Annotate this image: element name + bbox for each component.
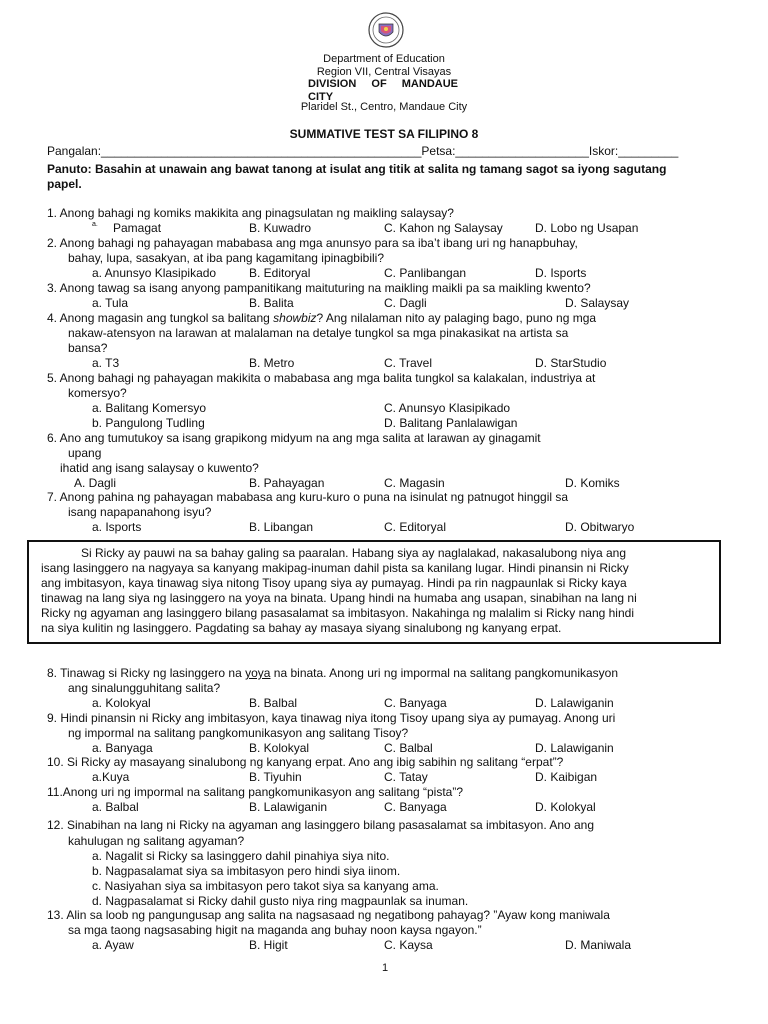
header-division: DIVISION OF MANDAUE <box>308 78 458 90</box>
q12-option-a[interactable]: a. Nagalit si Ricky sa lasinggero dahil pinahiya siya nito. <box>92 849 390 863</box>
question-4-line1: 4. Anong magasin ang tungkol sa balitang showbiz? Ang nilalaman nito ay palaging bago, puno ng mga <box>47 311 597 325</box>
q12-option-c[interactable]: c. Nasiyahan siya sa imbitasyon pero takot siya sa kanyang ama. <box>92 879 439 893</box>
q6-option-a[interactable]: A. Dagli <box>74 476 117 490</box>
passage-line-6: na siya kulitin ng lasinggero. Pagdating sa bahay ay masaya siyang sinalubong ng kanyang erpat. <box>41 621 562 635</box>
header-address: Plaridel St., Centro, Mandaue City <box>300 101 468 113</box>
header-dept: Department of Education <box>323 53 445 65</box>
question-4-line3: bansa? <box>68 341 108 355</box>
reading-passage-box <box>27 540 721 644</box>
question-11: 11.Anong uri ng impormal na salitang pangkomunikasyon ang salitang “pista”? <box>47 785 464 799</box>
question-2-line1: 2. Anong bahagi ng pahayagan mababasa ang mga anunsyo para sa iba’t ibang uri ng hanapbuhay, <box>47 236 578 250</box>
q9-option-a[interactable]: a. Banyaga <box>92 741 153 755</box>
q1-option-c[interactable]: C. Kahon ng Salaysay <box>384 221 503 235</box>
q11-option-d[interactable]: D. Kolokyal <box>535 800 596 814</box>
question-10: 10. Si Ricky ay masayang sinalubong ng kanyang erpat. Ano ang ibig sabihin ng salitang “erpat”? <box>47 755 564 769</box>
q2-option-b[interactable]: B. Editoryal <box>249 266 311 280</box>
test-title: SUMMATIVE TEST SA FILIPINO 8 <box>289 127 479 141</box>
question-8-line2: ang sinalungguhitang salita? <box>68 681 221 695</box>
q3-option-b[interactable]: B. Balita <box>249 296 294 310</box>
q13-option-a[interactable]: a. Ayaw <box>92 938 134 952</box>
question-12-line2: kahulugan ng salitang agyaman? <box>68 834 245 848</box>
q5-option-a[interactable]: a. Balitang Komersyo <box>92 401 207 415</box>
q8-option-a[interactable]: a. Kolokyal <box>92 696 151 710</box>
instructions-line1: Panuto: Basahin at unawain ang bawat tanong at isulat ang titik at salita ng tamang sagot sa iyong sagutang <box>47 162 667 176</box>
question-5-line2: komersyo? <box>68 386 127 400</box>
passage-line-2: isang lasinggero na nagyaya sa kanyang makipag-inuman dahil pista sa kanilang lugar. Hindi pinansin ni Ricky <box>41 561 629 575</box>
q10-option-b[interactable]: B. Tiyuhin <box>249 770 302 784</box>
q9-option-d[interactable]: D. Lalawiganin <box>535 741 614 755</box>
q10-option-c[interactable]: C. Tatay <box>384 770 428 784</box>
q6-option-c[interactable]: C. Magasin <box>384 476 445 490</box>
q7-option-d[interactable]: D. Obitwaryo <box>565 520 635 534</box>
q5-option-d[interactable]: D. Balitang Panlalawigan <box>384 416 518 430</box>
q1-option-b[interactable]: B. Kuwadro <box>249 221 312 235</box>
q3-option-c[interactable]: C. Dagli <box>384 296 427 310</box>
name-field[interactable]: Pangalan:________________________________________________Petsa:____________________Iskor:_________ <box>47 144 679 158</box>
question-3: 3. Anong tawag sa isang anyong pampanitikang maituturing na maikling maikli pa sa maikling kwento? <box>47 281 591 295</box>
passage-line-4: tinawag na lang siya ng lasinggero na yoya na binata. Upang hindi na humaba ang usapan, sinabihan na lang ni <box>41 591 637 605</box>
q2-option-d[interactable]: D. Isports <box>535 266 587 280</box>
q5-option-c[interactable]: C. Anunsyo Klasipikado <box>384 401 511 415</box>
q9-option-b[interactable]: B. Kolokyal <box>249 741 310 755</box>
header-city: CITY <box>308 91 334 103</box>
question-1: 1. Anong bahagi ng komiks makikita ang pinagsulatan ng maikling salaysay? <box>47 206 454 220</box>
q5-option-b[interactable]: b. Pangulong Tudling <box>92 416 205 430</box>
q1-option-a[interactable]: Pamagat <box>113 221 162 235</box>
q11-option-a[interactable]: a. Balbal <box>92 800 139 814</box>
q3-option-d[interactable]: D. Salaysay <box>565 296 630 310</box>
question-7-line1: 7. Anong pahina ng pahayagan mababasa ang kuru-kuro o puna na isinulat ng patnugot hinggil sa <box>47 490 569 504</box>
q13-option-d[interactable]: D. Maniwala <box>565 938 632 952</box>
q12-option-b[interactable]: b. Nagpasalamat siya sa imbitasyon pero hindi siya iinom. <box>92 864 401 878</box>
question-6-line1: 6. Ano ang tumutukoy sa isang grapikong midyum na ang mga salita at larawan ay ginagamit <box>47 431 541 445</box>
q11-option-c[interactable]: C. Banyaga <box>384 800 447 814</box>
question-12-line1: 12. Sinabihan na lang ni Ricky na agyaman ang lasinggero bilang pasasalamat sa imbitasyon. Ano ang <box>47 818 595 832</box>
question-2-line2: bahay, lupa, sasakyan, at iba pang kagamitang ipinagbibili? <box>68 251 384 265</box>
q4-option-b[interactable]: B. Metro <box>249 356 295 370</box>
q7-option-a[interactable]: a. Isports <box>92 520 142 534</box>
q7-option-b[interactable]: B. Libangan <box>249 520 314 534</box>
question-13-line2: sa mga taong nagsasabing higit na maganda ang buhay noon kaysa ngayon.” <box>68 923 482 937</box>
passage-line-3: ang imbitasyon, kaya tinawag siya nitong Tisoy upang siya ay pumayag. Hindi pa rin nagpaunlak si Ricky kaya <box>41 576 627 590</box>
q2-option-c[interactable]: C. Panlibangan <box>384 266 467 280</box>
q3-option-a[interactable]: a. Tula <box>92 296 129 310</box>
q1-option-a-marker: a. <box>92 221 98 228</box>
question-8-line1: 8. Tinawag si Ricky ng lasinggero na yoya na binata. Anong uri ng impormal na salitang pangkomunikasyon <box>47 666 619 680</box>
deped-seal-icon <box>368 12 404 48</box>
q11-option-b[interactable]: B. Lalawiganin <box>249 800 328 814</box>
q6-option-b[interactable]: B. Pahayagan <box>249 476 325 490</box>
question-7-line2: isang napapanahong isyu? <box>68 505 212 519</box>
q4-option-c[interactable]: C. Travel <box>384 356 433 370</box>
q13-option-b[interactable]: B. Higit <box>249 938 288 952</box>
header-region: Region VII, Central Visayas <box>316 66 452 78</box>
question-4-line2: nakaw-atensyon na larawan at malalaman na detalye tungkol sa mga pinakasikat na artista sa <box>68 326 569 340</box>
q8-option-c[interactable]: C. Banyaga <box>384 696 447 710</box>
question-5-line1: 5. Anong bahagi ng pahayagan makikita o mababasa ang mga balita tungkol sa kalakalan, industriya at <box>47 371 596 385</box>
question-9-line2: ng impormal na salitang pangkomunikasyon ang salitang Tisoy? <box>68 726 409 740</box>
instructions-line2: papel. <box>47 177 82 191</box>
question-13-line1: 13. Alin sa loob ng pangungusap ang salita na nagsasaad ng negatibong pahayag? ”Ayaw kong maniwala <box>47 908 610 922</box>
q6-option-d[interactable]: D. Komiks <box>565 476 620 490</box>
passage-line-1: Si Ricky ay pauwi na sa bahay galing sa paaralan. Habang siya ay naglalakad, nakasalubong niya ang <box>81 546 627 560</box>
question-6-line3: ihatid ang isang salaysay o kuwento? <box>60 461 259 475</box>
q10-option-a[interactable]: a.Kuya <box>92 770 130 784</box>
q2-option-a[interactable]: a. Anunsyo Klasipikado <box>92 266 217 280</box>
q10-option-d[interactable]: D. Kaibigan <box>535 770 598 784</box>
q8-option-b[interactable]: B. Balbal <box>249 696 298 710</box>
q12-option-d[interactable]: d. Nagpasalamat si Ricky dahil gusto niya ring magpaunlak sa inuman. <box>92 894 469 908</box>
question-6-line2: upang <box>68 446 102 460</box>
page-number: 1 <box>382 962 389 974</box>
q4-option-a[interactable]: a. T3 <box>92 356 120 370</box>
q8-option-d[interactable]: D. Lalawiganin <box>535 696 614 710</box>
passage-line-5: Ricky ng agyaman ang lasinggero bilang pasasalamat sa imbitasyon. Nakahinga ng malalim si Ricky nang hindi <box>41 606 634 620</box>
q7-option-c[interactable]: C. Editoryal <box>384 520 447 534</box>
q9-option-c[interactable]: C. Balbal <box>384 741 433 755</box>
q4-option-d[interactable]: D. StarStudio <box>535 356 607 370</box>
question-9-line1: 9. Hindi pinansin ni Ricky ang imbitasyon, kaya tinawag niya itong Tisoy upang siya ay pumayag. Anong uri <box>47 711 616 725</box>
q13-option-c[interactable]: C. Kaysa <box>384 938 433 952</box>
q1-option-d[interactable]: D. Lobo ng Usapan <box>535 221 639 235</box>
